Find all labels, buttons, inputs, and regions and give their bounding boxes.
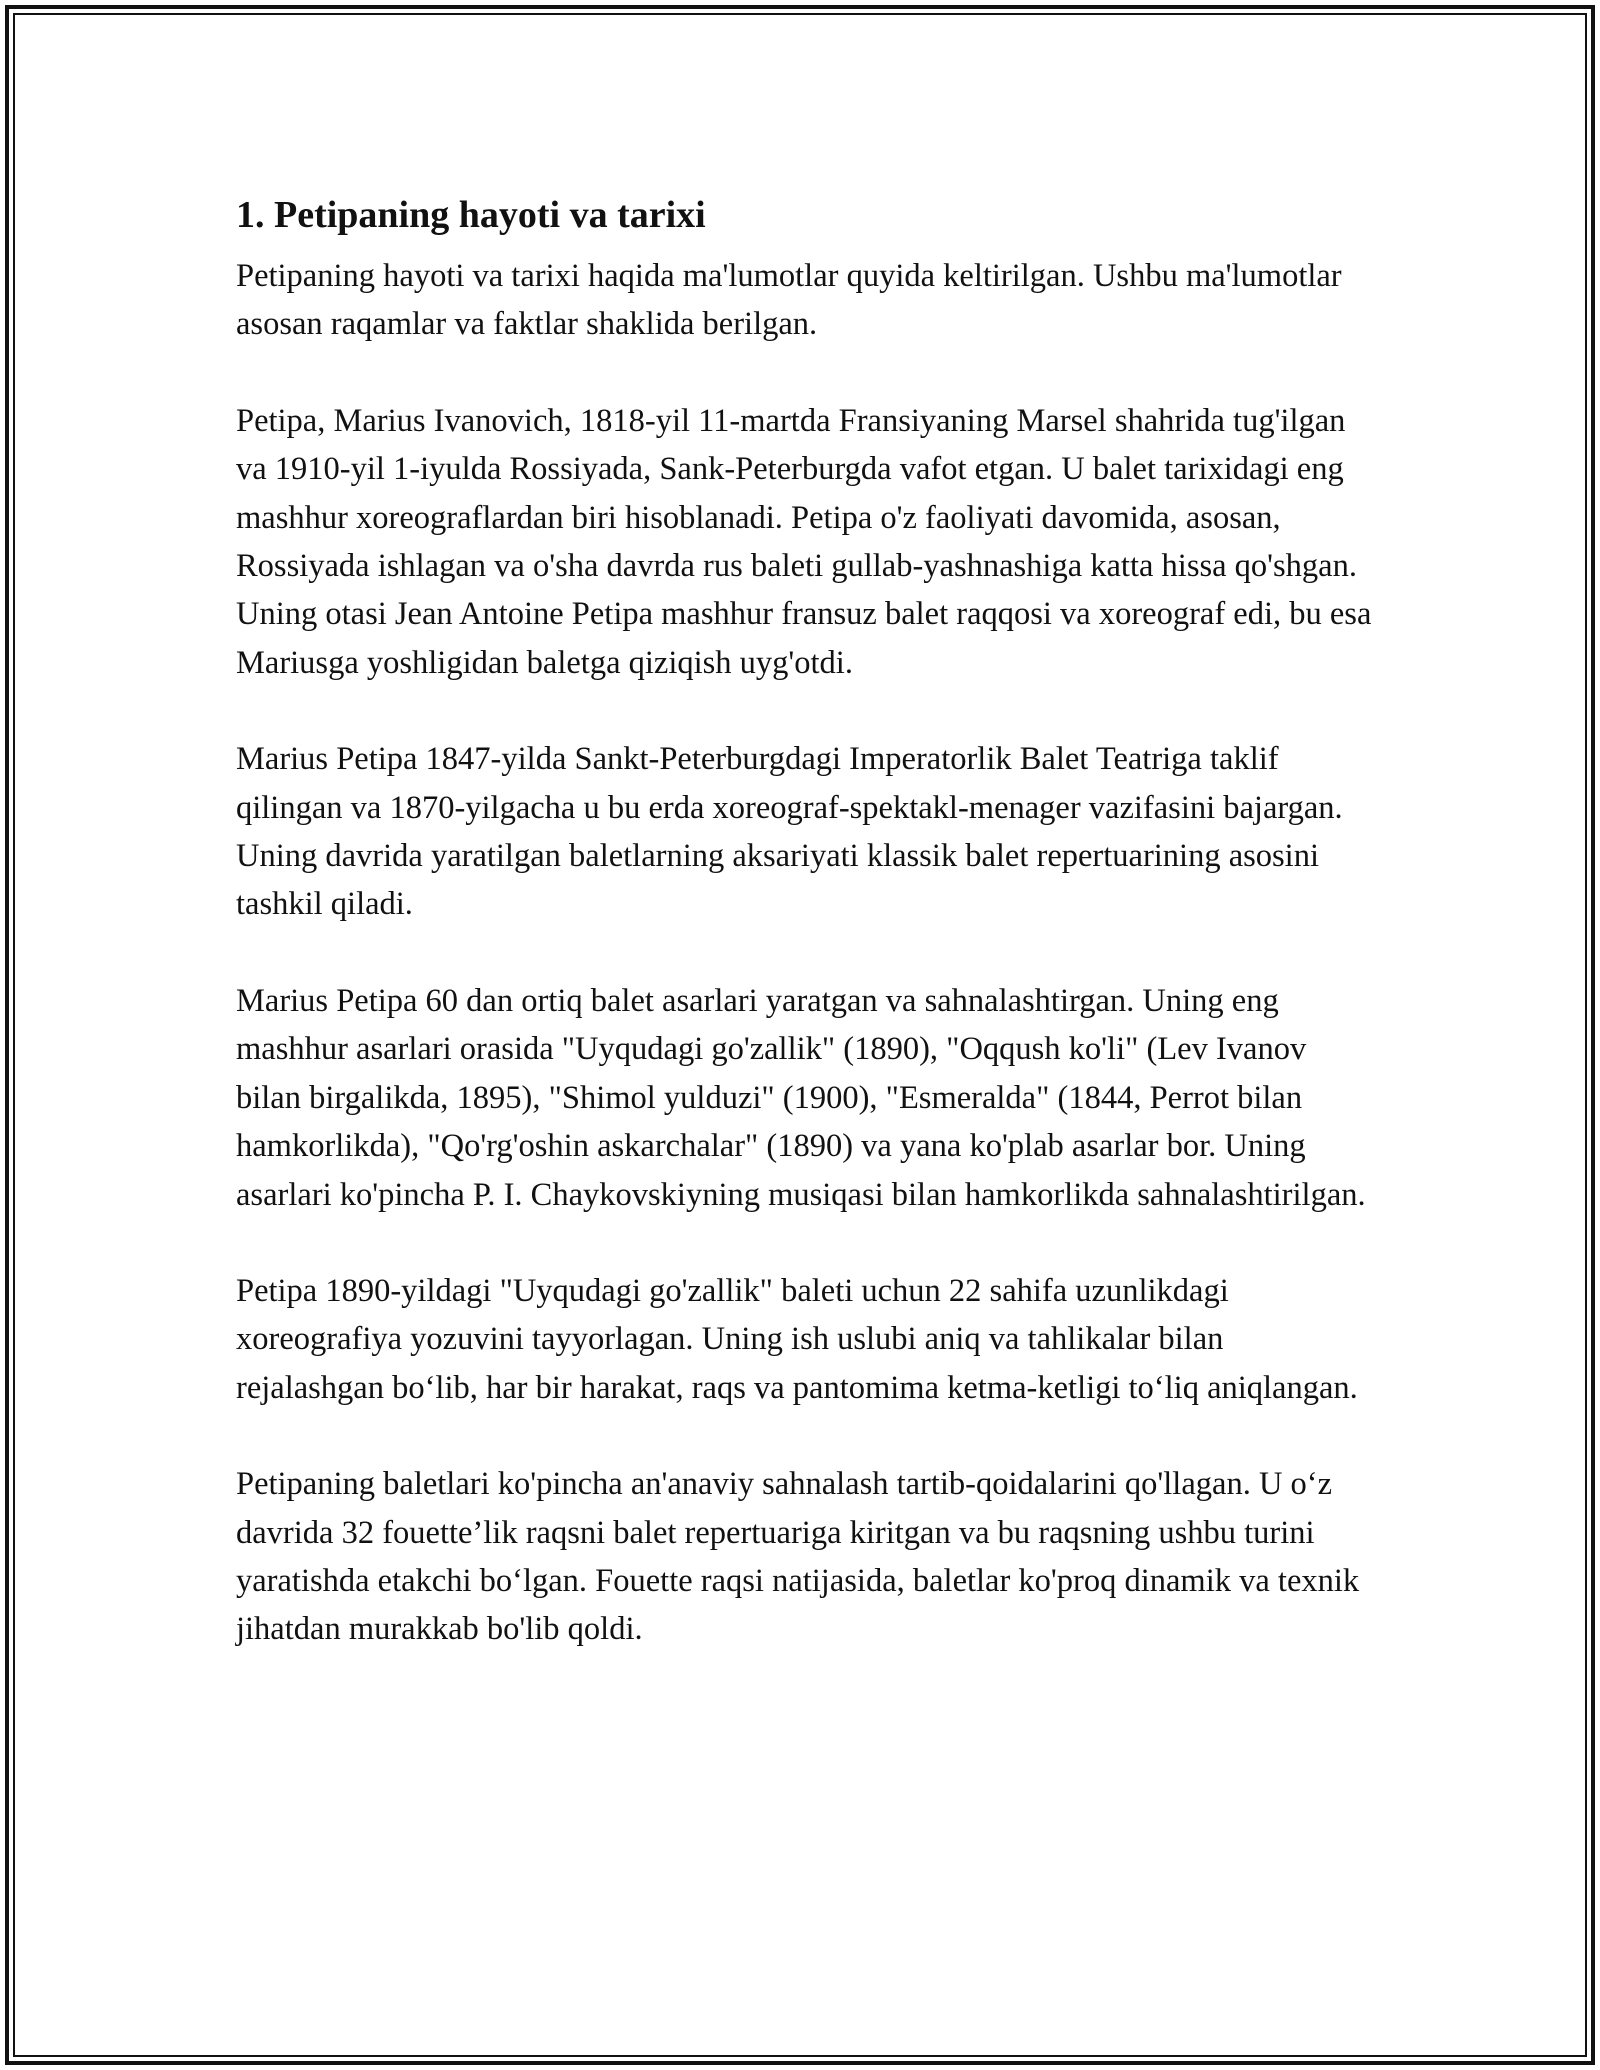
- document-body: [236, 186, 1376, 1654]
- section-heading: 1. Petipaning hayoti va tarixi: [236, 194, 706, 236]
- paragraph-sleeping-beauty: Petipa 1890-yildagi "Uyqudagi go'zallik" baleti uchun 22 sahifa uzunlikdagi xoreografiya yozuvini tayyorlagan. Uning ish uslubi aniq va tahlikalar bilan rejalashgan bo‘lib, har bir harakat, raqs va pantomima ketma-ketligi to‘liq aniqlangan.: [236, 1272, 1358, 1406]
- paragraph-works: Marius Petipa 60 dan ortiq balet asarlari yaratgan va sahnalashtirgan. Uning eng mashhur asarlari orasida "Uyqudagi go'zallik" (1890), "Oqqush ko'li" (Lev Ivanov bilan birgalikda, 1895), "Shimol yulduzi" (1900), "Esmeralda" (1844, Perrot bilan hamkorlikda), "Qo'rg'oshin askarchalar" (1890) va yana ko'plab asarlar bor. Uning asarlari ko'pincha P. I. Chaykovskiyning musiqasi bilan hamkorlikda sahnalashtirilgan.: [236, 982, 1366, 1213]
- paragraph-intro: Petipaning hayoti va tarixi haqida ma'lumotlar quyida keltirilgan. Ushbu ma'lumotlar asosan raqamlar va faktlar shaklida berilgan.: [236, 258, 1342, 343]
- paragraph-biography: Petipa, Marius Ivanovich, 1818-yil 11-martda Fransiyaning Marsel shahrida tug'ilgan va 1910-yil 1-iyulda Rossiyada, Sank-Peterburgda vafot etgan. U balet tarixidagi eng mashhur xoreograflardan biri hisoblanadi. Petipa o'z faoliyati davomida, asosan, Rossiyada ishlagan va o'sha davrda rus baleti gullab-yashnashiga katta hissa qo'shgan. Uning otasi Jean Antoine Petipa mashhur fransuz balet raqqosi va xoreograf edi, bu esa Mariusga yoshligidan baletga qiziqish uyg'otdi.: [236, 402, 1372, 681]
- paragraph-imperial-theatre: Marius Petipa 1847-yilda Sankt-Peterburgdagi Imperatorlik Balet Teatriga taklif qilingan va 1870-yilgacha u bu erda xoreograf-spektakl-menager vazifasini bajargan. Uning davrida yaratilgan baletlarning aksariyati klassik balet repertuarining asosini tashkil qiladi.: [236, 741, 1343, 923]
- paragraph-fouette: Petipaning baletlari ko'pincha an'anaviy sahnalash tartib-qoidalarini qo'llagan. U o‘z davrida 32 fouette’lik raqsni balet repertuariga kiritgan va bu raqsning ushbu turini yaratishda etakchi bo‘lgan. Fouette raqsi natijasida, baletlar ko'proq dinamik va texnik jihatdan murakkab bo'lib qoldi.: [236, 1466, 1360, 1648]
